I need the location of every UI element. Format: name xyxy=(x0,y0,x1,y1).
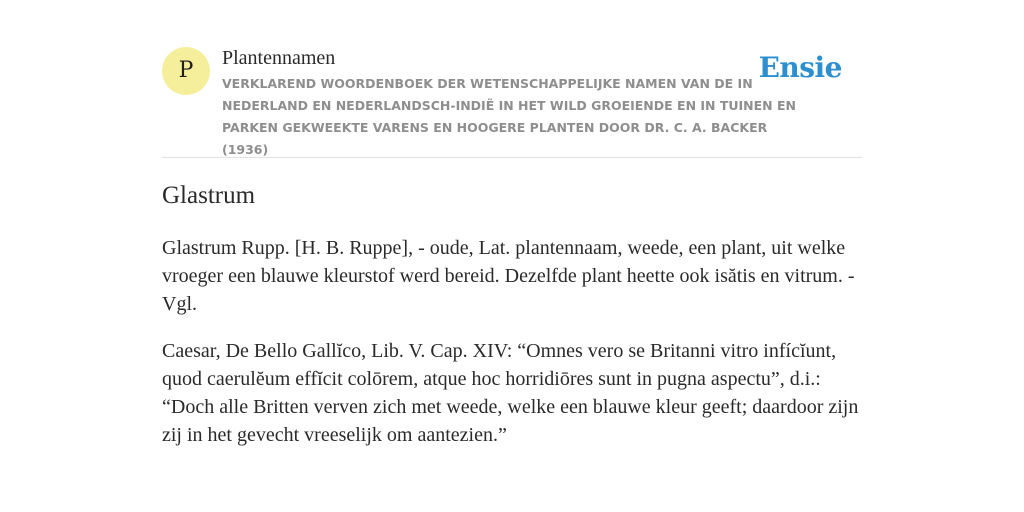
entry-title: Glastrum xyxy=(162,182,256,209)
book-logo[interactable] xyxy=(162,47,210,95)
book-logo-letter: P xyxy=(178,58,194,83)
entry-body xyxy=(162,234,862,468)
book-subtitle: VERKLAREND WOORDENBOEK DER WETENSCHAPPELIJKE NAMEN VAN DE IN NEDERLAND EN NEDERLANDSCH-INDIË IN HET WILD GROEIENDE EN IN TUINEN EN PARKEN GEKWEEKTE VARENS EN HOOGERE PLANTEN DOOR DR. C. A. BACKER (1936) xyxy=(222,76,796,157)
ensie-logo[interactable]: Ensie xyxy=(758,51,842,84)
entry-paragraph-2: Caesar, De Bello Gallĭco, Lib. V. Cap. XIV: “Omnes vero se Britanni vitro infícĭunt, quod caerulĕum effĭcit colōrem, atque hoc horridiōres sunt in pugna aspectu”, d.i.: “Doch alle Britten verven zich met weede, welke een blauwe kleur geeft; daardoor zijn zij in het gevecht vreeselijk om aantezien.” xyxy=(162,340,859,446)
header xyxy=(162,46,862,158)
book-title[interactable]: Plantennamen xyxy=(222,47,336,69)
entry-paragraph-1: Glastrum Rupp. [H. B. Ruppe], - oude, Lat. plantennaam, weede, een plant, uit welke vroeger een blauwe kleurstof werd bereid. Dezelfde plant heette ook isătis en vitrum. - Vgl. xyxy=(162,237,855,315)
